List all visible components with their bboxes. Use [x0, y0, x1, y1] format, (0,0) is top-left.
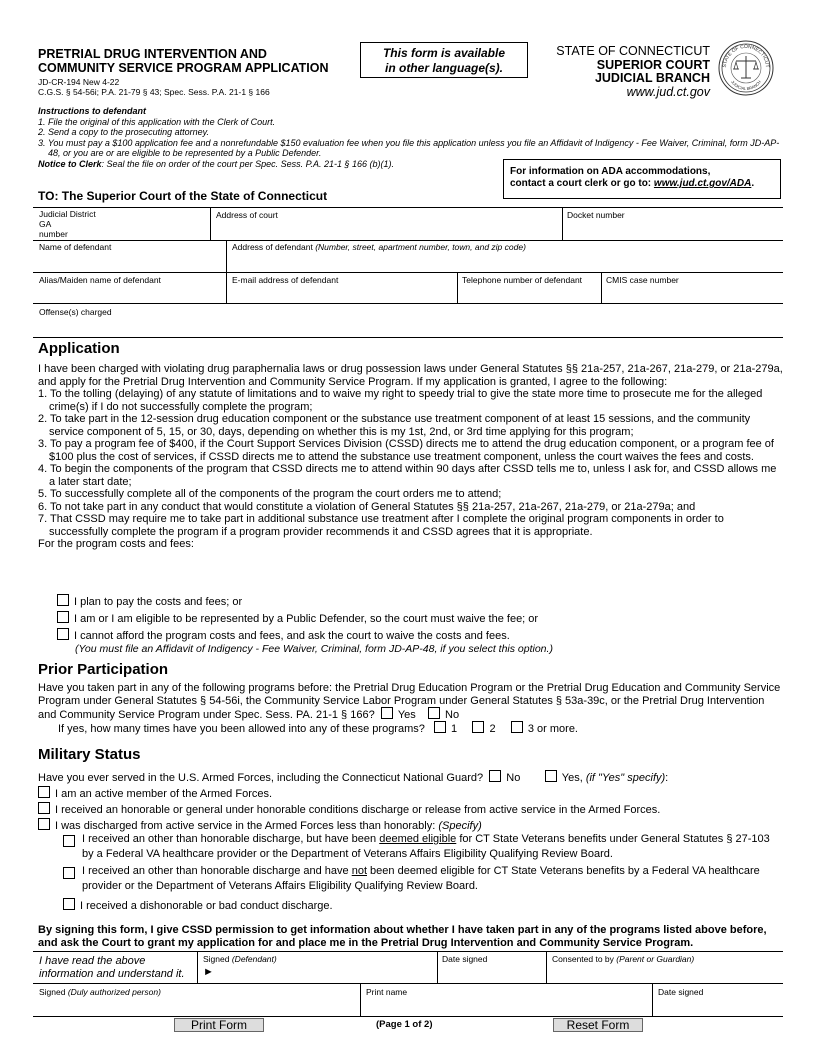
consented-by-field[interactable]: [552, 954, 694, 964]
military-yes-hint: (if "Yes" specify): [585, 772, 666, 784]
prior-times-row: [58, 721, 578, 736]
cost-option-label: I am or I am eligible to be represented by a Public Defender, so the court must waive the fee; or: [74, 613, 539, 625]
consent-statement: By signing this form, I give CSSD permission to get information about whether I have taken part in any of the programs listed above before, and ask the Court to grant my application for and place me in the Pretrial Drug Intervention and Community Service Program.: [38, 924, 767, 949]
defendant-signature-field[interactable]: [203, 954, 277, 964]
cost-option-waive[interactable]: [57, 628, 510, 643]
judicial-district-field[interactable]: [39, 209, 96, 239]
prior-no-label: No: [445, 709, 460, 721]
court-name: SUPERIOR COURT: [596, 57, 710, 72]
military-status-heading: Military Status: [38, 746, 141, 763]
divider: [652, 983, 653, 1016]
military-question: Have you ever served in the U.S. Armed Forces, including the Connecticut National Guard?: [38, 772, 484, 784]
court-identity: [556, 45, 710, 99]
divider: [33, 337, 783, 338]
less-honorable-hint: (Specify): [438, 820, 482, 832]
prior-question: Have you taken part in any of the following programs before: the Pretrial Drug Education Program or the Pretrial Drug Education and Community Service Program under General Statutes § 54-56i, the Community Service Labor Program under General Statutes § 53a-39c, or the Pretrial Drug Intervention and Community Service Program under Spec. Sess. PA. 21-1 § 166?: [38, 682, 781, 721]
read-line1: I have read the above: [39, 955, 146, 967]
application-item: 5. To successfully complete all of the components of the program the court orders me to attend;: [38, 488, 502, 500]
application-body: [38, 363, 784, 551]
military-honorable-option[interactable]: [38, 802, 660, 817]
ada-line2: contact a court clerk or go to:: [510, 178, 654, 189]
authorized-signature-field[interactable]: [39, 987, 161, 997]
form-title-line2: COMMUNITY SERVICE PROGRAM APPLICATION: [38, 61, 329, 75]
public-defender-checkbox[interactable]: [57, 611, 69, 623]
pay-checkbox[interactable]: [57, 594, 69, 606]
ga-label: GA: [39, 219, 52, 229]
times-1-checkbox[interactable]: [434, 721, 446, 733]
defendant-address-hint: (Number, street, apartment number, town, and zip code): [315, 242, 526, 252]
alias-field[interactable]: Alias/Maiden name of defendant: [39, 275, 161, 285]
divider: [226, 240, 227, 303]
less-honorable-checkbox[interactable]: [38, 818, 50, 830]
cost-option-label: I cannot afford the program costs and fees, and ask the court to waive the costs and fees.: [74, 630, 510, 642]
application-item: 7. That CSSD may require me to take part in additional substance use treatment after I complete the original program components in order to successfully complete the program if a program provider recommends it and CSSD agrees that it is appropriate.: [38, 513, 724, 538]
application-intro: I have been charged with violating drug paraphernalia laws or drug possession laws under General Statutes §§ 21a-257, 21a-267, 21a-279, or 21a-279a, and apply for the Pretrial Drug Intervention and Community Service Program. If my application is granted, I agree to the following:: [38, 363, 783, 388]
instruction-item: 3. You must pay a $100 application fee and a nonrefundable $150 evaluation fee when you file this application unless you file an Affidavit of Indigency - Fee Waiver, Criminal, form JD-AP-48, or you are or are eligible to be represented by a Public Defender.: [38, 137, 780, 158]
print-name-field[interactable]: Print name: [366, 987, 408, 997]
prior-yes-label: Yes: [397, 709, 416, 721]
application-item: 1. To the tolling (delaying) of any statute of limitations and to waive my right to speedy trial to give the state more time to prosecute me for the alleged crime(s) if I do not successfully complete the program;: [38, 388, 763, 413]
less-honorable-label: I was discharged from active service in the Armed Forces less than honorably:: [55, 820, 439, 832]
consented-hint: (Parent or Guardian): [616, 954, 695, 964]
arrow-icon: ►: [203, 966, 214, 978]
signed-auth-hint: (Duly authorized person): [67, 987, 161, 997]
divider: [33, 303, 783, 304]
divider: [33, 272, 783, 273]
docket-number-field[interactable]: Docket number: [567, 210, 625, 220]
ada-line1: For information on ADA accommodations,: [510, 166, 711, 177]
application-item: 2. To take part in the 12-session drug education component or the substance use treatment component of at least 15 sessions, and the community service component of 5, 15, or 30, days, depending on whether this is my 1st, 2nd, or 3rd time applying for this program;: [38, 413, 751, 438]
signed-auth-label: Signed: [39, 987, 68, 997]
branch-name: JUDICIAL BRANCH: [594, 71, 710, 85]
date-signed-2-field[interactable]: Date signed: [658, 987, 704, 997]
active-checkbox[interactable]: [38, 786, 50, 798]
number-label: number: [39, 229, 68, 239]
clerk-notice: [38, 159, 498, 170]
cost-note: (You must file an Affidavit of Indigency - Fee Waiver, Criminal, form JD-AP-48, if you select this option.): [75, 643, 553, 655]
avail-line1: This form is available: [382, 46, 506, 60]
divider: [210, 207, 211, 240]
honorable-checkbox[interactable]: [38, 802, 50, 814]
clerk-notice-label: Notice to Clerk: [38, 158, 102, 169]
military-no-checkbox[interactable]: [489, 770, 501, 782]
read-line2: information and understand it.: [39, 968, 185, 980]
consented-label: Consented to by: [552, 954, 617, 964]
instruction-item: 1. File the original of this application with the Clerk of Court.: [38, 116, 276, 127]
form-id: JD-CR-194 New 4-22: [38, 77, 120, 87]
application-item: 4. To begin the components of the program that CSSD directs me to attend within 90 days after CSSD tells me to, unless I ask for, and CSSD allows me a later start date;: [38, 463, 777, 488]
military-colon: :: [665, 772, 669, 784]
website-link[interactable]: www.jud.ct.gov: [626, 84, 710, 99]
divider: [562, 207, 563, 240]
dishonorable-checkbox[interactable]: [63, 898, 75, 910]
not-eligible-label: [82, 864, 772, 894]
times-3-label: 3 or more.: [527, 723, 578, 735]
waive-checkbox[interactable]: [57, 628, 69, 640]
reset-form-button[interactable]: Reset Form: [553, 1018, 643, 1032]
military-less-honorable-option[interactable]: [38, 818, 482, 833]
instruction-item: 2. Send a copy to the prosecuting attorney.: [38, 127, 209, 137]
print-form-button[interactable]: Print Form: [174, 1018, 264, 1032]
ada-link[interactable]: www.jud.ct.gov/ADA: [653, 178, 752, 189]
sub1-text-a: I received an other than honorable discharge, but have been: [82, 833, 380, 845]
divider: [33, 1016, 783, 1017]
costs-label: For the program costs and fees:: [38, 538, 194, 550]
email-field[interactable]: E-mail address of defendant: [232, 275, 339, 285]
active-label: I am an active member of the Armed Forces.: [55, 788, 273, 800]
avail-line2: in other language(s).: [384, 61, 503, 75]
telephone-field[interactable]: Telephone number of defendant: [462, 275, 583, 285]
signed-label: Signed: [203, 954, 232, 964]
ada-suffix: .: [751, 178, 755, 189]
times-2-checkbox[interactable]: [472, 721, 484, 733]
read-and-understand: [39, 955, 185, 981]
cost-option-public-defender[interactable]: [57, 611, 538, 626]
dishonorable-label: I received a dishonorable or bad conduct discharge.: [80, 900, 333, 912]
times-3-checkbox[interactable]: [511, 721, 523, 733]
seal-bottom-text: JUDICIAL BRANCH: [730, 79, 762, 92]
application-item: 6. To not take part in any conduct that would constitute a violation of General Statutes §§ 21a-257, 21a-267, 21a-279, or 21a-279a; and: [38, 500, 696, 513]
defendant-name-field[interactable]: Name of defendant: [39, 242, 112, 252]
divider: [33, 983, 783, 984]
sub2-text-a: I received an other than honorable discharge and have: [82, 865, 352, 877]
cmis-field[interactable]: CMIS case number: [606, 275, 679, 285]
date-signed-field[interactable]: Date signed: [442, 954, 488, 964]
military-yes-checkbox[interactable]: [545, 770, 557, 782]
judicial-district-label: Judicial District: [39, 209, 96, 219]
application-heading: Application: [38, 340, 120, 357]
to-court-heading: TO: The Superior Court of the State of Connecticut: [38, 189, 328, 203]
cost-option-label: I plan to pay the costs and fees; or: [74, 596, 243, 608]
sub1-text-b: for CT State Veterans benefits under General Statutes § 27-103 by a Federal VA healthcare provider or the Department of Veterans Affairs Eligibility Qualifying Review Board.: [82, 833, 770, 860]
prior-times-question: If yes, how many times have you been allowed into any of these programs?: [58, 723, 425, 735]
defendant-address-field[interactable]: [232, 242, 526, 252]
military-no-label: No: [506, 772, 521, 784]
form-title-line1: PRETRIAL DRUG INTERVENTION AND: [38, 47, 267, 61]
honorable-label: I received an honorable or general under honorable conditions discharge or release from active service in the Armed Forces.: [55, 804, 661, 816]
clerk-notice-text: : Seal the file on order of the court per Spec. Sess. P.A. 21-1 § 166 (b)(1).: [101, 158, 395, 169]
dishonorable-option[interactable]: [63, 898, 333, 913]
deemed-eligible-label: [82, 832, 772, 862]
divider: [33, 240, 783, 241]
deemed-eligible-checkbox[interactable]: [63, 835, 75, 847]
divider: [546, 951, 547, 983]
application-item: 3. To pay a program fee of $400, if the Court Support Services Division (CSSD) directs me to attend the drug education component, or a program fee of $100 plus the cost of services, if CSSD directs me to attend the substance use treatment component, unless the court waives the fees and costs.: [38, 438, 774, 463]
cost-option-pay[interactable]: [57, 594, 242, 609]
page-number: (Page 1 of 2): [376, 1019, 433, 1030]
offenses-field[interactable]: Offense(s) charged: [39, 307, 112, 317]
judicial-seal-icon: [718, 40, 774, 96]
divider: [33, 207, 783, 208]
state-name: STATE OF CONNECTICUT: [556, 44, 710, 58]
sub2-underline: not: [351, 865, 367, 877]
prior-participation-text: [38, 682, 784, 722]
address-of-court-field[interactable]: Address of court: [216, 210, 278, 220]
not-eligible-checkbox[interactable]: [63, 867, 75, 879]
military-question-row: [38, 770, 668, 785]
prior-no-checkbox[interactable]: [428, 707, 440, 719]
sub2-text-b: been deemed eligible for CT State Veterans benefits by a Federal VA healthcare provider or the Department of Veterans Affairs Eligibility Qualifying Review Board.: [82, 865, 760, 892]
military-yes-label: Yes,: [561, 772, 586, 784]
form-title: [38, 47, 368, 75]
divider: [437, 951, 438, 983]
times-1-label: 1: [451, 723, 458, 735]
seal-top-text: STATE OF CONNECTICUT: [721, 43, 771, 68]
divider: [197, 951, 198, 983]
times-2-label: 2: [489, 723, 496, 735]
instructions-title: Instructions to defendant: [38, 106, 146, 116]
ada-info-box: [503, 159, 781, 199]
prior-yes-checkbox[interactable]: [381, 707, 393, 719]
divider: [457, 272, 458, 303]
sub1-underline: deemed eligible: [379, 833, 457, 845]
signed-hint: (Defendant): [231, 954, 277, 964]
defendant-address-label: Address of defendant: [232, 242, 313, 252]
divider: [601, 272, 602, 303]
military-active-option[interactable]: [38, 786, 272, 801]
divider: [33, 951, 783, 952]
statutes: C.G.S. § 54-56i; P.A. 21-79 § 43; Spec. Sess. P.A. 21-1 § 166: [38, 87, 270, 97]
language-availability-box[interactable]: [360, 42, 528, 78]
prior-participation-heading: Prior Participation: [38, 661, 169, 678]
divider: [360, 983, 361, 1016]
